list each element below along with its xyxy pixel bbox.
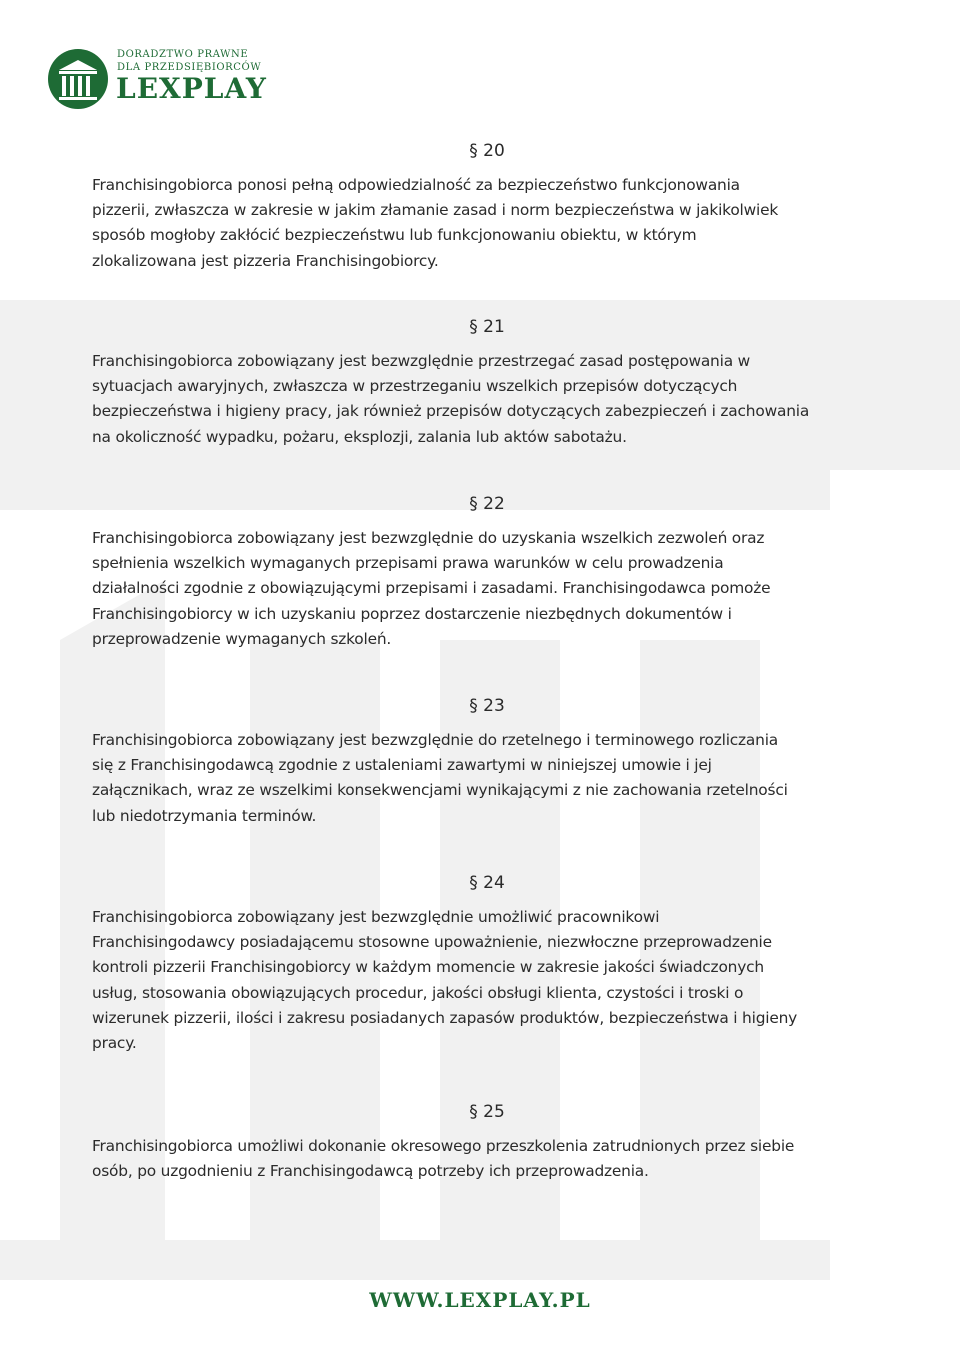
body-line: zlokalizowana jest pizzeria Franchisingobiorcy.	[92, 251, 439, 270]
logo-tagline-line2: DLA PRZEDSIĘBIORCÓW	[117, 62, 262, 73]
section-22	[92, 492, 882, 652]
body-line: Franchisingobiorca umożliwi dokonanie okresowego przeszkolenia zatrudnionych przez siebie	[92, 1137, 795, 1155]
company-logo	[47, 44, 267, 114]
logo-tagline-line1: DORADZTWO PRAWNE	[117, 49, 249, 60]
section-25	[92, 1100, 882, 1184]
section-body	[92, 905, 882, 1056]
section-title: § 21	[469, 317, 505, 337]
section-23	[92, 694, 882, 829]
section-body	[92, 728, 882, 829]
body-line: pizzerii, zwłaszcza w zakresie w jakim złamanie zasad i norm bezpieczeństwa w jakikolwiek	[92, 201, 779, 220]
body-line: kontroli pizzerii Franchisingobiorcy w każdym momencie w zakresie jakości świadczonych	[92, 958, 764, 977]
section-body	[92, 173, 882, 274]
body-line: przeprowadzenie wymaganych szkoleń.	[92, 629, 392, 648]
section-20	[92, 139, 882, 274]
section-title: § 22	[469, 494, 505, 514]
section-body	[92, 349, 882, 450]
logo-brand-name: LEXPLAY	[116, 72, 267, 105]
section-24	[92, 871, 882, 1056]
body-line: załącznikach, wraz ze wszelkimi konsekwencjami wynikającymi z nie zachowania rzetelności	[92, 781, 788, 800]
body-line: usług, stosowania obowiązujących procedur, jakości obsługi klienta, czystości i troski o	[92, 983, 744, 1002]
body-line: bezpieczeństwa i higieny pracy, jak również przepisów dotyczących zabezpieczeń i zachowania	[92, 402, 810, 421]
body-line: Franchisingobiorca zobowiązany jest bezwzględnie do uzyskania wszelkich zezwoleń oraz	[92, 529, 765, 547]
section-title: § 25	[469, 1102, 505, 1122]
body-line: Franchisingobiorca zobowiązany jest bezwzględnie umożliwić pracownikowi	[92, 908, 660, 926]
section-body	[92, 526, 882, 652]
footer-website-url: WWW.LEXPLAY.PL	[369, 1288, 591, 1312]
section-body	[92, 1134, 882, 1184]
section-21	[92, 315, 882, 450]
body-line: lub niedotrzymania terminów.	[92, 806, 317, 825]
section-title: § 20	[469, 141, 505, 161]
body-line: Franchisingobiorca zobowiązany jest bezwzględnie do rzetelnego i terminowego rozliczania	[92, 731, 779, 749]
columns-logo-icon	[47, 48, 109, 110]
body-line: spełnienia wszelkich wymaganych przepisami prawa warunków w celu prowadzenia	[92, 554, 724, 573]
body-line: wizerunek pizzerii, ilości i zakresu posiadanych zapasów produktów, bezpieczeństwa i higieny	[92, 1008, 798, 1027]
body-line: sposób mogłoby zakłócić bezpieczeństwu lub funkcjonowaniu obiektu, w którym	[92, 226, 697, 245]
body-line: Franchisingobiorca ponosi pełną odpowiedzialność za bezpieczeństwo funkcjonowania	[92, 176, 740, 194]
body-line: Franchisingobiorcy w ich uzyskaniu poprzez dostarczenie niezbędnych dokumentów i	[92, 604, 732, 623]
body-line: na okoliczność wypadku, pożaru, eksplozji, zalania lub aktów sabotażu.	[92, 427, 627, 446]
body-line: pracy.	[92, 1034, 137, 1053]
section-title: § 24	[469, 873, 505, 893]
section-title: § 23	[469, 696, 505, 716]
body-line: Franchisingodawcy posiadającemu stosowne upoważnienie, niezwłoczne przeprowadzenie	[92, 933, 772, 952]
body-line: działalności zgodnie z obowiązującymi przepisami i zasadami. Franchisingodawca pomoże	[92, 579, 771, 598]
body-line: osób, po uzgodnieniu z Franchisingodawcą potrzeby ich przeprowadzenia.	[92, 1162, 649, 1181]
body-line: sytuacjach awaryjnych, zwłaszcza w przestrzeganiu wszelkich przepisów dotyczących	[92, 377, 738, 396]
body-line: się z Franchisingodawcą zgodnie z ustaleniami zawartymi w niniejszej umowie i jej	[92, 756, 712, 775]
body-line: Franchisingobiorca zobowiązany jest bezwzględnie przestrzegać zasad postępowania w	[92, 352, 750, 370]
